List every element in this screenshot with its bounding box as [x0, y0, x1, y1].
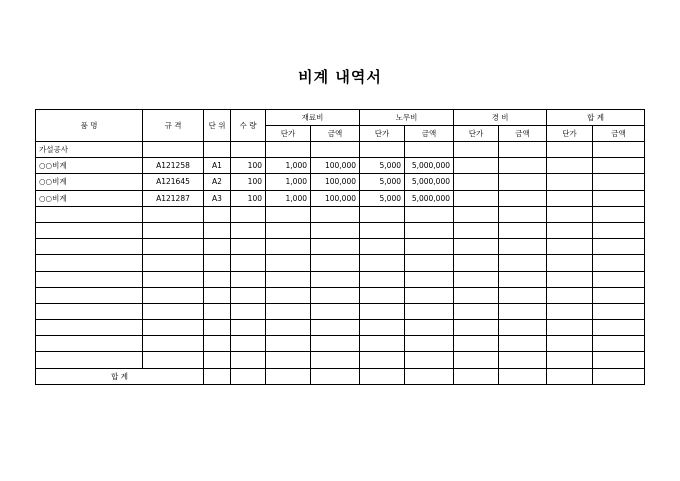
empty-cell [454, 352, 499, 368]
empty-cell [405, 255, 454, 271]
empty-cell [311, 352, 360, 368]
empty-cell [231, 206, 266, 222]
empty-cell [593, 174, 645, 190]
header-spec: 규 격 [143, 110, 204, 142]
empty-cell [311, 255, 360, 271]
empty-cell [499, 320, 547, 336]
empty-cell [547, 239, 593, 255]
spec-cell: A121287 [143, 190, 204, 206]
empty-cell [593, 222, 645, 238]
empty-cell [231, 287, 266, 303]
unit-cell: A3 [204, 190, 231, 206]
empty-cell [499, 336, 547, 352]
material-amount-cell: 100,000 [311, 190, 360, 206]
header-labor: 노무비 [360, 110, 454, 126]
empty-cell [204, 142, 231, 158]
empty-cell [454, 368, 499, 384]
item-cell: ○○비계 [36, 190, 143, 206]
total-row [36, 368, 645, 384]
empty-cell [266, 206, 311, 222]
empty-cell [499, 303, 547, 319]
subheader-unit-price: 단가 [454, 126, 499, 142]
labor-amount-cell: 5,000,000 [405, 158, 454, 174]
empty-cell [360, 303, 405, 319]
empty-cell [36, 303, 143, 319]
subheader-unit-price: 단가 [266, 126, 311, 142]
material-price-cell: 1,000 [266, 174, 311, 190]
header-item: 품 명 [36, 110, 143, 142]
empty-cell [266, 352, 311, 368]
empty-row [36, 320, 645, 336]
page-title: 비계 내역서 [298, 68, 382, 86]
empty-row [36, 206, 645, 222]
empty-cell [143, 206, 204, 222]
empty-cell [454, 174, 499, 190]
empty-cell [547, 206, 593, 222]
empty-cell [593, 352, 645, 368]
header-unit: 단 위 [204, 110, 231, 142]
empty-cell [499, 287, 547, 303]
empty-cell [311, 239, 360, 255]
empty-cell [311, 320, 360, 336]
empty-cell [311, 142, 360, 158]
empty-cell [360, 239, 405, 255]
empty-cell [204, 255, 231, 271]
empty-cell [360, 206, 405, 222]
estimate-table [35, 109, 645, 385]
empty-cell [266, 255, 311, 271]
empty-cell [266, 222, 311, 238]
empty-cell [547, 303, 593, 319]
empty-row [36, 303, 645, 319]
empty-cell [266, 287, 311, 303]
empty-cell [499, 174, 547, 190]
empty-cell [547, 158, 593, 174]
table-row [36, 158, 645, 174]
subheader-amount: 금액 [311, 126, 360, 142]
empty-cell [231, 320, 266, 336]
empty-cell [547, 336, 593, 352]
empty-cell [593, 142, 645, 158]
qty-cell: 100 [231, 190, 266, 206]
empty-cell [360, 255, 405, 271]
empty-cell [204, 320, 231, 336]
empty-cell [143, 222, 204, 238]
qty-cell: 100 [231, 158, 266, 174]
empty-row [36, 352, 645, 368]
empty-cell [36, 222, 143, 238]
empty-cell [231, 336, 266, 352]
material-price-cell: 1,000 [266, 190, 311, 206]
empty-cell [405, 206, 454, 222]
material-amount-cell: 100,000 [311, 158, 360, 174]
subheader-unit-price: 단가 [547, 126, 593, 142]
empty-cell [405, 320, 454, 336]
empty-cell [405, 271, 454, 287]
empty-cell [204, 206, 231, 222]
empty-cell [454, 206, 499, 222]
empty-cell [266, 271, 311, 287]
empty-row [36, 271, 645, 287]
empty-cell [143, 142, 204, 158]
empty-cell [547, 352, 593, 368]
empty-cell [405, 287, 454, 303]
empty-cell [204, 222, 231, 238]
empty-cell [454, 255, 499, 271]
subheader-amount: 금액 [593, 126, 645, 142]
empty-cell [593, 239, 645, 255]
empty-row [36, 239, 645, 255]
empty-cell [499, 190, 547, 206]
empty-cell [454, 222, 499, 238]
qty-cell: 100 [231, 174, 266, 190]
table-row [36, 174, 645, 190]
header-material: 재료비 [266, 110, 360, 126]
section-row [36, 142, 645, 158]
empty-cell [36, 271, 143, 287]
empty-cell [499, 255, 547, 271]
empty-cell [405, 222, 454, 238]
empty-cell [593, 287, 645, 303]
empty-cell [593, 368, 645, 384]
empty-cell [36, 320, 143, 336]
empty-cell [311, 303, 360, 319]
subheader-unit-price: 단가 [360, 126, 405, 142]
empty-cell [454, 320, 499, 336]
empty-cell [593, 206, 645, 222]
empty-cell [143, 336, 204, 352]
empty-cell [499, 271, 547, 287]
empty-cell [405, 142, 454, 158]
empty-cell [204, 352, 231, 368]
labor-price-cell: 5,000 [360, 190, 405, 206]
labor-amount-cell: 5,000,000 [405, 174, 454, 190]
empty-cell [499, 206, 547, 222]
empty-cell [593, 303, 645, 319]
empty-row [36, 255, 645, 271]
labor-price-cell: 5,000 [360, 158, 405, 174]
empty-cell [36, 287, 143, 303]
empty-cell [405, 239, 454, 255]
section-label: 가설공사 [36, 142, 143, 158]
empty-cell [204, 287, 231, 303]
empty-cell [231, 239, 266, 255]
empty-cell [266, 320, 311, 336]
empty-cell [143, 352, 204, 368]
empty-cell [547, 320, 593, 336]
empty-cell [454, 239, 499, 255]
empty-cell [231, 222, 266, 238]
empty-cell [547, 368, 593, 384]
empty-cell [360, 271, 405, 287]
empty-cell [360, 222, 405, 238]
empty-cell [454, 190, 499, 206]
empty-cell [231, 255, 266, 271]
empty-cell [204, 239, 231, 255]
empty-cell [499, 142, 547, 158]
table-row [36, 190, 645, 206]
material-amount-cell: 100,000 [311, 174, 360, 190]
empty-cell [36, 255, 143, 271]
empty-cell [36, 206, 143, 222]
empty-cell [311, 222, 360, 238]
empty-cell [311, 336, 360, 352]
empty-cell [454, 142, 499, 158]
material-price-cell: 1,000 [266, 158, 311, 174]
empty-cell [266, 336, 311, 352]
empty-cell [143, 303, 204, 319]
empty-cell [231, 142, 266, 158]
empty-cell [547, 287, 593, 303]
empty-cell [499, 158, 547, 174]
empty-cell [204, 368, 231, 384]
empty-cell [36, 336, 143, 352]
empty-cell [36, 239, 143, 255]
total-label: 합 계 [36, 368, 204, 384]
empty-cell [547, 255, 593, 271]
empty-cell [311, 287, 360, 303]
empty-cell [143, 271, 204, 287]
empty-cell [360, 142, 405, 158]
empty-cell [204, 303, 231, 319]
empty-cell [547, 174, 593, 190]
header-expense: 경 비 [454, 110, 547, 126]
labor-price-cell: 5,000 [360, 174, 405, 190]
empty-cell [143, 320, 204, 336]
unit-cell: A2 [204, 174, 231, 190]
empty-cell [593, 255, 645, 271]
empty-cell [360, 287, 405, 303]
empty-cell [454, 158, 499, 174]
empty-cell [499, 368, 547, 384]
subheader-amount: 금액 [405, 126, 454, 142]
empty-cell [266, 303, 311, 319]
unit-cell: A1 [204, 158, 231, 174]
empty-row [36, 287, 645, 303]
empty-cell [231, 303, 266, 319]
empty-cell [36, 352, 143, 368]
empty-cell [593, 336, 645, 352]
empty-cell [360, 352, 405, 368]
empty-cell [593, 190, 645, 206]
empty-cell [231, 271, 266, 287]
empty-cell [454, 336, 499, 352]
empty-cell [204, 336, 231, 352]
empty-cell [231, 352, 266, 368]
empty-cell [547, 190, 593, 206]
empty-cell [266, 368, 311, 384]
spec-cell: A121645 [143, 174, 204, 190]
header-total: 합 계 [547, 110, 645, 126]
empty-cell [143, 287, 204, 303]
empty-cell [360, 336, 405, 352]
empty-cell [547, 222, 593, 238]
empty-cell [360, 368, 405, 384]
empty-cell [204, 271, 231, 287]
empty-cell [360, 320, 405, 336]
empty-cell [405, 368, 454, 384]
empty-cell [547, 271, 593, 287]
spec-cell: A121258 [143, 158, 204, 174]
empty-cell [311, 206, 360, 222]
empty-row [36, 336, 645, 352]
empty-cell [311, 271, 360, 287]
empty-cell [405, 336, 454, 352]
empty-cell [593, 320, 645, 336]
empty-cell [266, 239, 311, 255]
empty-cell [547, 142, 593, 158]
empty-cell [499, 352, 547, 368]
labor-amount-cell: 5,000,000 [405, 190, 454, 206]
empty-cell [143, 239, 204, 255]
empty-cell [499, 239, 547, 255]
empty-cell [143, 255, 204, 271]
subheader-amount: 금액 [499, 126, 547, 142]
empty-cell [405, 303, 454, 319]
item-cell: ○○비계 [36, 174, 143, 190]
header-qty: 수 량 [231, 110, 266, 142]
empty-cell [499, 222, 547, 238]
empty-row [36, 222, 645, 238]
empty-cell [405, 352, 454, 368]
empty-cell [454, 287, 499, 303]
item-cell: ○○비계 [36, 158, 143, 174]
empty-cell [593, 271, 645, 287]
empty-cell [454, 271, 499, 287]
empty-cell [311, 368, 360, 384]
empty-cell [231, 368, 266, 384]
empty-cell [454, 303, 499, 319]
empty-cell [593, 158, 645, 174]
empty-cell [266, 142, 311, 158]
